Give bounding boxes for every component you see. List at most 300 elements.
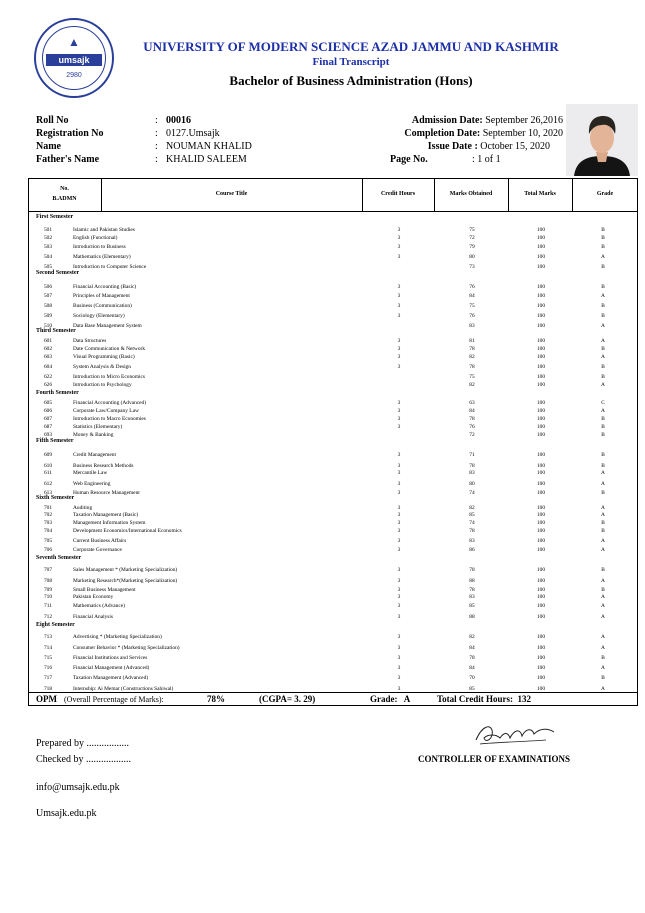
total-marks: 100 bbox=[536, 665, 546, 671]
course-no: 606 bbox=[43, 408, 53, 414]
course-title: Data Base Management System bbox=[73, 323, 142, 329]
course-no: 501 bbox=[43, 227, 53, 233]
course-no: 712 bbox=[43, 614, 53, 620]
course-no: 503 bbox=[43, 244, 53, 250]
course-no: 612 bbox=[43, 481, 53, 487]
course-title: Financial Management (Advanced) bbox=[73, 665, 150, 671]
total-marks: 100 bbox=[536, 578, 546, 584]
credit-hours: 3 bbox=[397, 364, 401, 370]
course-no: 607 bbox=[43, 416, 53, 422]
grade: B bbox=[601, 490, 605, 496]
admission-label: Admission Date: bbox=[411, 115, 483, 126]
reg-label: Registration No bbox=[36, 128, 104, 139]
course-no: 711 bbox=[44, 603, 52, 609]
course-title: Web Engineering bbox=[73, 481, 111, 487]
semester-heading: Fourth Semester bbox=[36, 390, 79, 396]
grade: B bbox=[601, 364, 605, 370]
grade: A bbox=[601, 481, 605, 487]
credit-hours: 3 bbox=[397, 303, 401, 309]
grade: B bbox=[601, 313, 605, 319]
semester-heading: Eight Semester bbox=[36, 622, 75, 628]
total-marks: 100 bbox=[536, 675, 546, 681]
course-no: 609 bbox=[43, 452, 53, 458]
grade: A bbox=[601, 594, 605, 600]
course-title: Sales Management * (Marketing Specialization) bbox=[73, 567, 178, 573]
grade: A bbox=[601, 505, 605, 511]
credit-hours: 3 bbox=[397, 416, 401, 422]
total-marks: 100 bbox=[536, 614, 546, 620]
course-no: 506 bbox=[43, 284, 53, 290]
credit-hours: 3 bbox=[397, 244, 401, 250]
course-title: Human Resource Management bbox=[73, 490, 140, 496]
opm-label: OPM bbox=[36, 694, 57, 704]
course-title: Introduction to Psychology bbox=[73, 382, 132, 388]
colon: : bbox=[155, 141, 158, 152]
grade: B bbox=[601, 244, 605, 250]
grade: A bbox=[601, 547, 605, 553]
grade: A bbox=[601, 578, 605, 584]
course-title: Mathematics (Advance) bbox=[73, 603, 125, 609]
grade: A bbox=[601, 293, 605, 299]
marks-obtained: 78 bbox=[469, 463, 475, 469]
header-total-marks: Total Marks bbox=[524, 191, 556, 197]
marks-obtained: 85 bbox=[469, 686, 475, 692]
total-marks: 100 bbox=[536, 528, 546, 534]
grade: B bbox=[601, 346, 605, 352]
total-marks: 100 bbox=[536, 408, 546, 414]
total-marks: 100 bbox=[536, 655, 546, 661]
marks-obtained: 78 bbox=[469, 364, 475, 370]
opm-value: 78% bbox=[207, 694, 225, 704]
credit-hours: 3 bbox=[397, 614, 401, 620]
course-no: 715 bbox=[43, 655, 53, 661]
header-grade: Grade bbox=[596, 191, 614, 197]
controller-signature bbox=[470, 720, 560, 750]
total-marks: 100 bbox=[536, 364, 546, 370]
semester-heading: Third Semester bbox=[36, 328, 76, 334]
marks-obtained: 85 bbox=[469, 512, 475, 518]
credit-hours: 3 bbox=[397, 594, 401, 600]
marks-obtained: 78 bbox=[469, 567, 475, 573]
total-marks: 100 bbox=[536, 645, 546, 651]
father-label: Father's Name bbox=[36, 154, 100, 165]
total-marks: 100 bbox=[536, 244, 546, 250]
marks-obtained: 86 bbox=[469, 547, 475, 553]
course-no: 702 bbox=[43, 512, 53, 518]
credit-hours: 3 bbox=[397, 547, 401, 553]
course-title: Financial Institutions and Services bbox=[73, 655, 148, 661]
colon: : bbox=[155, 115, 158, 126]
credit-hours: 3 bbox=[397, 490, 401, 496]
total-marks: 100 bbox=[536, 594, 546, 600]
course-title: Financial Accounting (Basic) bbox=[73, 284, 137, 290]
grade: A bbox=[601, 382, 605, 388]
course-title: Islamic and Pakistan Studies bbox=[73, 227, 135, 233]
credit-hours: 3 bbox=[397, 587, 401, 593]
course-title: Introduction to Business bbox=[73, 244, 126, 250]
university-seal bbox=[34, 18, 114, 98]
marks-obtained: 78 bbox=[469, 528, 475, 534]
total-marks: 100 bbox=[536, 470, 546, 476]
page-value: : 1 of 1 bbox=[472, 154, 501, 165]
issue-label: Issue Date : bbox=[427, 141, 478, 152]
total-marks: 100 bbox=[536, 313, 546, 319]
total-marks: 100 bbox=[536, 424, 546, 430]
roll-label: Roll No bbox=[36, 115, 69, 126]
grade: A bbox=[601, 323, 605, 329]
grade: B bbox=[601, 374, 605, 380]
course-title: Date Communication & Network bbox=[73, 346, 146, 352]
grade: B bbox=[601, 284, 605, 290]
marks-obtained: 72 bbox=[469, 235, 475, 241]
graduation-cap-icon: ▲ bbox=[68, 35, 80, 49]
credit-hours: 3 bbox=[397, 665, 401, 671]
course-title: Data Structures bbox=[73, 338, 107, 344]
marks-obtained: 76 bbox=[469, 313, 475, 319]
marks-obtained: 83 bbox=[469, 470, 475, 476]
opm-description: (Overall Percentage of Marks): bbox=[64, 695, 164, 704]
roll-value: 00016 bbox=[166, 115, 191, 126]
header-marks-obtained: Marks Obtained bbox=[449, 191, 493, 197]
course-title: Introduction to Computer Science bbox=[73, 264, 147, 270]
course-title: System Analysis & Design bbox=[73, 364, 131, 370]
grade: A bbox=[601, 686, 605, 692]
seal-year: 2980 bbox=[66, 72, 82, 79]
grade: B bbox=[601, 675, 605, 681]
credit-hours: 3 bbox=[397, 655, 401, 661]
credit-hours: 3 bbox=[397, 470, 401, 476]
name-label: Name bbox=[36, 141, 61, 152]
total-marks: 100 bbox=[536, 400, 546, 406]
course-no: 709 bbox=[43, 587, 53, 593]
marks-obtained: 82 bbox=[469, 505, 475, 511]
total-marks: 100 bbox=[536, 235, 546, 241]
marks-obtained: 83 bbox=[469, 538, 475, 544]
course-no: 601 bbox=[43, 338, 53, 344]
credit-hours: 3 bbox=[397, 400, 401, 406]
document-title: Final Transcript bbox=[312, 56, 390, 68]
credit-hours: 3 bbox=[397, 578, 401, 584]
marks-obtained: 82 bbox=[469, 634, 475, 640]
total-marks: 100 bbox=[536, 520, 546, 526]
course-no: 603 bbox=[43, 354, 53, 360]
total-marks: 100 bbox=[536, 323, 546, 329]
grade: B bbox=[601, 432, 605, 438]
course-no: 716 bbox=[43, 665, 53, 671]
marks-obtained: 85 bbox=[469, 603, 475, 609]
course-no: 710 bbox=[43, 594, 53, 600]
marks-obtained: 82 bbox=[469, 382, 475, 388]
course-no: 717 bbox=[43, 675, 53, 681]
total-marks: 100 bbox=[536, 254, 546, 260]
marks-obtained: 76 bbox=[469, 424, 475, 430]
header-no: No. bbox=[60, 186, 69, 192]
total-marks: 100 bbox=[536, 416, 546, 422]
grade: A bbox=[601, 338, 605, 344]
course-no: 509 bbox=[43, 313, 53, 319]
header-badmn: B.ADMN bbox=[52, 196, 77, 202]
grade: B bbox=[601, 528, 605, 534]
credit-hours: 3 bbox=[397, 686, 401, 692]
semester-heading: Sixth Semester bbox=[36, 495, 75, 501]
marks-obtained: 78 bbox=[469, 346, 475, 352]
course-no: 605 bbox=[43, 400, 53, 406]
total-marks: 100 bbox=[536, 432, 546, 438]
grade: B bbox=[601, 520, 605, 526]
grade: C bbox=[601, 400, 605, 406]
admission-date bbox=[380, 115, 563, 126]
credit-hours: 3 bbox=[397, 424, 401, 430]
grade: A bbox=[601, 470, 605, 476]
credit-hours: 3 bbox=[397, 284, 401, 290]
header-course-title: Course Title bbox=[215, 191, 248, 197]
grade: B bbox=[601, 264, 605, 270]
admission-value: September 26,2016 bbox=[485, 115, 563, 126]
semester-heading: Seventh Semester bbox=[36, 555, 82, 561]
course-title: Corporate Governance bbox=[73, 547, 122, 553]
total-marks: 100 bbox=[536, 382, 546, 388]
issue-value: October 15, 2020 bbox=[480, 141, 550, 152]
total-marks: 100 bbox=[536, 587, 546, 593]
credit-hours: 3 bbox=[397, 520, 401, 526]
controller-of-examinations: CONTROLLER OF EXAMINATIONS bbox=[418, 754, 571, 764]
credit-hours: 3 bbox=[397, 481, 401, 487]
colon: : bbox=[155, 128, 158, 139]
course-no: 713 bbox=[43, 634, 53, 640]
credit-hours: 3 bbox=[397, 254, 401, 260]
course-title: Mercantile Law bbox=[73, 470, 108, 476]
course-title: Management Information System bbox=[73, 520, 146, 526]
course-title: Statistics (Elementary) bbox=[73, 424, 123, 430]
marks-obtained: 72 bbox=[469, 432, 475, 438]
marks-obtained: 75 bbox=[469, 303, 475, 309]
header-credit-hours: Credit Hours bbox=[380, 191, 416, 197]
credit-hours: 3 bbox=[397, 354, 401, 360]
credit-hours: 3 bbox=[397, 538, 401, 544]
marks-obtained: 73 bbox=[469, 264, 475, 270]
grade: A bbox=[601, 254, 605, 260]
course-no: 502 bbox=[43, 235, 53, 241]
course-title: Taxation Management (Basic) bbox=[73, 512, 139, 518]
credit-hours: 3 bbox=[397, 235, 401, 241]
marks-obtained: 88 bbox=[469, 578, 475, 584]
course-title: Pakistan Economy bbox=[73, 594, 114, 600]
degree-title: Bachelor of Business Administration (Hons) bbox=[229, 73, 473, 88]
total-marks: 100 bbox=[536, 603, 546, 609]
total-marks: 100 bbox=[536, 354, 546, 360]
credit-hours: 3 bbox=[397, 505, 401, 511]
total-marks: 100 bbox=[536, 686, 546, 692]
semester-heading: Fifth Semester bbox=[36, 438, 74, 444]
cgpa-value: (CGPA= 3. 29) bbox=[259, 694, 316, 704]
course-title: Marketing Research*(Marketing Specialization) bbox=[73, 578, 178, 584]
grade: A bbox=[601, 634, 605, 640]
course-title: Financial Analysis bbox=[73, 614, 113, 620]
credit-hours: 3 bbox=[397, 645, 401, 651]
grade: A bbox=[601, 614, 605, 620]
credit-hours: 3 bbox=[397, 338, 401, 344]
course-no: 626 bbox=[43, 382, 53, 388]
credit-hours: 3 bbox=[397, 634, 401, 640]
grade: B bbox=[601, 463, 605, 469]
marks-obtained: 80 bbox=[469, 481, 475, 487]
final-grade: Grade: A bbox=[370, 694, 411, 704]
grade: A bbox=[601, 538, 605, 544]
course-title: Introduction to Macro Economies bbox=[73, 416, 146, 422]
marks-obtained: 78 bbox=[469, 655, 475, 661]
total-marks: 100 bbox=[536, 634, 546, 640]
course-title: Mathematics (Elementary) bbox=[73, 254, 131, 260]
student-photo bbox=[566, 104, 638, 176]
marks-obtained: 75 bbox=[469, 227, 475, 233]
grade: A bbox=[601, 408, 605, 414]
grade: B bbox=[601, 227, 605, 233]
seal-name: umsajk bbox=[46, 54, 102, 66]
course-no: 510 bbox=[43, 323, 53, 329]
credit-hours: 3 bbox=[397, 528, 401, 534]
credit-hours: 3 bbox=[397, 512, 401, 518]
course-no: 705 bbox=[43, 538, 53, 544]
credit-hours: 3 bbox=[397, 567, 401, 573]
course-no: 508 bbox=[43, 303, 53, 309]
course-title: Corporate Law/Company Law bbox=[73, 408, 139, 414]
marks-obtained: 63 bbox=[469, 400, 475, 406]
marks-obtained: 84 bbox=[469, 645, 475, 651]
total-marks: 100 bbox=[536, 490, 546, 496]
grade: B bbox=[601, 452, 605, 458]
marks-obtained: 78 bbox=[469, 416, 475, 422]
grade: A bbox=[601, 512, 605, 518]
marks-obtained: 79 bbox=[469, 244, 475, 250]
course-title: Business Research Methods bbox=[73, 463, 134, 469]
course-title: Sociology (Elementary) bbox=[73, 313, 125, 319]
course-no: 604 bbox=[43, 364, 53, 370]
course-no: 714 bbox=[43, 645, 53, 651]
colon: : bbox=[155, 154, 158, 165]
course-title: Business (Communication) bbox=[73, 303, 132, 309]
marks-obtained: 84 bbox=[469, 293, 475, 299]
course-no: 703 bbox=[43, 520, 53, 526]
page-label: Page No. bbox=[390, 154, 428, 165]
course-no: 602 bbox=[43, 346, 53, 352]
issue-date bbox=[380, 141, 550, 152]
total-marks: 100 bbox=[536, 512, 546, 518]
course-no: 718 bbox=[43, 686, 53, 692]
credit-hours: 3 bbox=[397, 463, 401, 469]
completion-value: September 10, 2020 bbox=[482, 128, 563, 139]
grade: B bbox=[601, 235, 605, 241]
total-marks: 100 bbox=[536, 346, 546, 352]
completion-date bbox=[380, 128, 563, 139]
semester-heading: Second Semester bbox=[36, 270, 80, 276]
marks-obtained: 80 bbox=[469, 254, 475, 260]
marks-obtained: 78 bbox=[469, 587, 475, 593]
semester-heading: First Semester bbox=[36, 214, 74, 220]
course-title: Credit Management bbox=[73, 452, 116, 458]
website-link[interactable]: Umsajk.edu.pk bbox=[36, 808, 97, 819]
total-marks: 100 bbox=[536, 505, 546, 511]
course-title: Principles of Management bbox=[73, 293, 130, 299]
total-marks: 100 bbox=[536, 481, 546, 487]
marks-obtained: 88 bbox=[469, 614, 475, 620]
marks-obtained: 76 bbox=[469, 284, 475, 290]
grade: B bbox=[601, 424, 605, 430]
marks-obtained: 75 bbox=[469, 374, 475, 380]
total-marks: 100 bbox=[536, 538, 546, 544]
total-marks: 100 bbox=[536, 284, 546, 290]
total-credit-hours: Total Credit Hours: 132 bbox=[437, 694, 532, 704]
credit-hours: 3 bbox=[397, 603, 401, 609]
course-no: 613 bbox=[43, 490, 53, 496]
contact-email[interactable]: info@umsajk.edu.pk bbox=[36, 782, 120, 793]
credit-hours: 3 bbox=[397, 675, 401, 681]
marks-obtained: 74 bbox=[469, 490, 475, 496]
total-marks: 100 bbox=[536, 303, 546, 309]
university-name: UNIVERSITY OF MODERN SCIENCE AZAD JAMMU AND KASHMIR bbox=[143, 39, 559, 54]
course-title: Advertising * (Marketing Specialization) bbox=[73, 634, 162, 640]
course-no: 707 bbox=[43, 567, 53, 573]
name-value: NOUMAN KHALID bbox=[166, 141, 252, 152]
father-value: KHALID SALEEM bbox=[166, 154, 247, 165]
grade: B bbox=[601, 567, 605, 573]
course-title: Current Business Affairs bbox=[73, 538, 127, 544]
course-title: Consumer Behavior * (Marketing Specialization) bbox=[73, 645, 180, 651]
course-no: 505 bbox=[43, 264, 53, 270]
grade: B bbox=[601, 416, 605, 422]
course-no: 504 bbox=[43, 254, 53, 260]
checked-by: Checked by .................. bbox=[36, 754, 131, 765]
total-marks: 100 bbox=[536, 374, 546, 380]
course-title: Money & Banking bbox=[73, 432, 114, 438]
course-no: 704 bbox=[43, 528, 53, 534]
course-no: 611 bbox=[44, 470, 52, 476]
credit-hours: 3 bbox=[397, 452, 401, 458]
total-marks: 100 bbox=[536, 293, 546, 299]
course-title: Small Business Management bbox=[73, 587, 136, 593]
course-no: 706 bbox=[43, 547, 53, 553]
completion-label: Completion Date: bbox=[404, 128, 481, 139]
course-title: Development Economics/International Economics bbox=[73, 528, 182, 534]
grade: B bbox=[601, 655, 605, 661]
marks-obtained: 83 bbox=[469, 594, 475, 600]
marks-obtained: 74 bbox=[469, 520, 475, 526]
marks-obtained: 83 bbox=[469, 323, 475, 329]
grade: A bbox=[601, 354, 605, 360]
prepared-by: Prepared by ................. bbox=[36, 738, 130, 749]
course-title: Internship: Ai Memar (Constructions Sahiwal) bbox=[73, 686, 174, 692]
course-no: 507 bbox=[43, 293, 53, 299]
course-no: 687 bbox=[43, 424, 53, 430]
credit-hours: 3 bbox=[397, 293, 401, 299]
total-marks: 100 bbox=[536, 452, 546, 458]
marks-obtained: 71 bbox=[469, 452, 475, 458]
total-marks: 100 bbox=[536, 547, 546, 553]
course-title: Financial Accounting (Advanced) bbox=[73, 400, 147, 406]
grade: A bbox=[601, 645, 605, 651]
marks-obtained: 84 bbox=[469, 665, 475, 671]
total-marks: 100 bbox=[536, 567, 546, 573]
marks-obtained: 84 bbox=[469, 408, 475, 414]
course-no: 693 bbox=[43, 432, 53, 438]
credit-hours: 3 bbox=[397, 313, 401, 319]
grade: B bbox=[601, 303, 605, 309]
course-title: Auditing bbox=[73, 505, 93, 511]
total-marks: 100 bbox=[536, 463, 546, 469]
credit-hours: 3 bbox=[397, 408, 401, 414]
total-marks: 100 bbox=[536, 227, 546, 233]
marks-obtained: 81 bbox=[469, 338, 475, 344]
total-marks: 100 bbox=[536, 338, 546, 344]
